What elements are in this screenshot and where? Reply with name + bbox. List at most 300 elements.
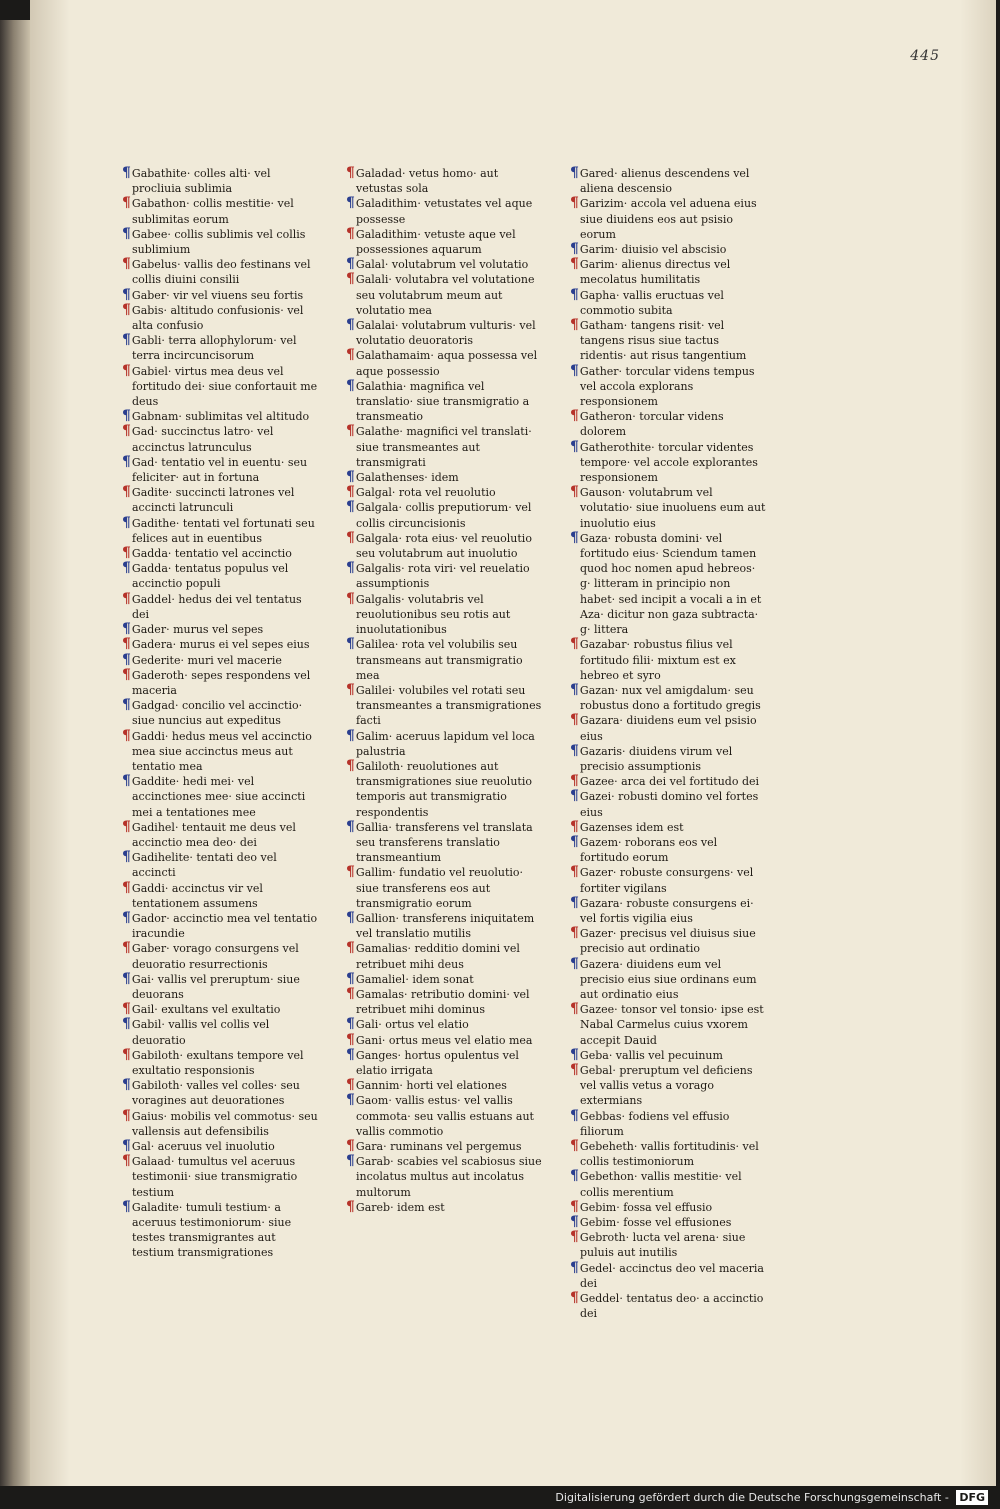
glossary-entry bbox=[120, 1078, 320, 1108]
dfg-logo: DFG bbox=[956, 1490, 988, 1505]
entry-text: Galathenses· idem bbox=[355, 471, 459, 485]
paragraph-mark-icon: ¶ bbox=[570, 438, 579, 455]
entry-text: Gapha· vallis eructuas vel commotio subita bbox=[579, 288, 724, 317]
entry-text: Gali· ortus vel elatio bbox=[355, 1018, 469, 1032]
entry-text: Gamalas· retributio domini· vel retribuet mihi dominus bbox=[355, 987, 530, 1017]
paragraph-mark-icon: ¶ bbox=[122, 453, 131, 470]
glossary-entry bbox=[568, 789, 768, 819]
paragraph-mark-icon: ¶ bbox=[570, 1061, 579, 1078]
paragraph-mark-icon: ¶ bbox=[346, 864, 355, 881]
paragraph-mark-icon: ¶ bbox=[570, 1214, 579, 1231]
glossary-entry bbox=[568, 196, 768, 242]
glossary-entry bbox=[344, 1048, 544, 1078]
glossary-entry bbox=[344, 592, 544, 638]
glossary-entry bbox=[344, 1200, 544, 1215]
entry-text: Gebethon· vallis mestitie· vel collis merentium bbox=[579, 1170, 742, 1199]
glossary-entry bbox=[568, 242, 768, 257]
glossary-entry bbox=[568, 288, 768, 318]
entry-text: Gebim· fossa vel effusio bbox=[579, 1200, 713, 1214]
paragraph-mark-icon: ¶ bbox=[346, 636, 355, 653]
paragraph-mark-icon: ¶ bbox=[122, 484, 131, 501]
glossary-entry bbox=[344, 1139, 544, 1154]
entry-text: Gared· alienus descendens vel aliena descensio bbox=[579, 167, 750, 196]
entry-text: Galadite· tumuli testium· a aceruus testimoniorum· siue testes transmigrantes aut testium transmigrationes bbox=[131, 1200, 292, 1260]
paragraph-mark-icon: ¶ bbox=[346, 529, 355, 546]
entry-text: Gebal· preruptum vel deficiens vel vallis vetus a vorago extermians bbox=[579, 1063, 753, 1108]
entry-text: Gatham· tangens risit· vel tangens risus siue tactus ridentis· aut risus tangentium bbox=[579, 319, 747, 363]
entry-text: Gaddi· accinctus vir vel tentationem assumens bbox=[131, 881, 263, 910]
entry-text: Galadad· vetus homo· aut vetustas sola bbox=[355, 167, 499, 196]
entry-text: Gadihel· tentauit me deus vel accinctio mea deo· dei bbox=[131, 820, 296, 849]
column-2 bbox=[344, 166, 544, 1321]
paragraph-mark-icon: ¶ bbox=[122, 651, 131, 668]
entry-text: Gebeheth· vallis fortitudinis· vel collis testimoniorum bbox=[579, 1140, 759, 1169]
paragraph-mark-icon: ¶ bbox=[122, 727, 131, 744]
glossary-entry bbox=[568, 1261, 768, 1291]
glossary-entry bbox=[568, 865, 768, 895]
paragraph-mark-icon: ¶ bbox=[122, 560, 131, 577]
paragraph-mark-icon: ¶ bbox=[122, 332, 131, 349]
glossary-entry bbox=[568, 926, 768, 956]
paragraph-mark-icon: ¶ bbox=[346, 1031, 355, 1048]
paragraph-mark-icon: ¶ bbox=[122, 301, 131, 318]
entry-text: Gai· vallis vel preruptum· siue deuorans bbox=[131, 972, 300, 1001]
entry-text: Gebbas· fodiens vel effusio filiorum bbox=[579, 1109, 730, 1138]
entry-text: Gaom· vallis estus· vel vallis commota· seu vallis estuans aut vallis commotio bbox=[355, 1094, 534, 1138]
glossary-entry bbox=[120, 333, 320, 363]
paragraph-mark-icon: ¶ bbox=[570, 1168, 579, 1185]
glossary-entry bbox=[568, 713, 768, 743]
entry-text: Galiloth· reuolutiones aut transmigrationes siue reuolutio temporis aut transmigratio respondentis bbox=[355, 759, 532, 819]
paragraph-mark-icon: ¶ bbox=[346, 347, 355, 364]
entry-text: Gazabar· robustus filius vel fortitudo filii· mixtum est ex hebreo et syro bbox=[579, 638, 736, 682]
paragraph-mark-icon: ¶ bbox=[346, 225, 355, 242]
paragraph-mark-icon: ¶ bbox=[346, 985, 355, 1002]
paragraph-mark-icon: ¶ bbox=[346, 1092, 355, 1109]
glossary-entry bbox=[120, 1109, 320, 1139]
entry-text: Gatheron· torcular videns dolorem bbox=[579, 410, 724, 439]
entry-text: Gaber· vorago consurgens vel deuoratio resurrectionis bbox=[131, 942, 299, 971]
paragraph-mark-icon: ¶ bbox=[570, 1001, 579, 1018]
paragraph-mark-icon: ¶ bbox=[346, 1077, 355, 1094]
glossary-entry bbox=[568, 318, 768, 364]
entry-text: Gaius· mobilis vel commotus· seu vallensis aut defensibilis bbox=[131, 1109, 318, 1138]
entry-text: Gadite· succincti latrones vel accincti latrunculi bbox=[131, 486, 295, 515]
paragraph-mark-icon: ¶ bbox=[122, 1138, 131, 1154]
paragraph-mark-icon: ¶ bbox=[346, 1153, 355, 1170]
glossary-entry bbox=[120, 820, 320, 850]
entry-text: Gamalias· redditio domini vel retribuet mihi deus bbox=[355, 942, 520, 971]
paragraph-mark-icon: ¶ bbox=[570, 241, 579, 258]
entry-text: Gabiel· virtus mea deus vel fortitudo dei· siue confortauit me deus bbox=[131, 364, 318, 409]
entry-text: Gazara· diuidens eum vel psisio eius bbox=[579, 714, 757, 743]
paragraph-mark-icon: ¶ bbox=[346, 1198, 355, 1215]
paragraph-mark-icon: ¶ bbox=[346, 757, 355, 774]
entry-text: Galadithim· vetustates vel aque possesse bbox=[355, 197, 533, 226]
glossary-entry bbox=[344, 470, 544, 485]
paragraph-mark-icon: ¶ bbox=[346, 681, 355, 698]
glossary-entry bbox=[344, 500, 544, 530]
entry-text: Ganges· hortus opulentus vel elatio irrigata bbox=[355, 1048, 519, 1077]
entry-text: Gather· torcular videns tempus vel accola explorans responsionem bbox=[579, 364, 755, 409]
paragraph-mark-icon: ¶ bbox=[570, 788, 579, 805]
glossary-entry bbox=[344, 820, 544, 866]
paragraph-mark-icon: ¶ bbox=[346, 909, 355, 926]
glossary-entry bbox=[344, 683, 544, 729]
paragraph-mark-icon: ¶ bbox=[122, 1153, 131, 1170]
glossary-entry bbox=[120, 698, 320, 728]
entry-text: Galalai· volutabrum vulturis· vel volutatio deuoratoris bbox=[355, 319, 536, 348]
paragraph-mark-icon: ¶ bbox=[346, 499, 355, 516]
paragraph-mark-icon: ¶ bbox=[122, 636, 131, 653]
entry-text: Gabathon· collis mestitie· vel sublimitas eorum bbox=[131, 197, 294, 226]
paragraph-mark-icon: ¶ bbox=[570, 833, 579, 850]
glossary-entry bbox=[344, 911, 544, 941]
paragraph-mark-icon: ¶ bbox=[346, 469, 355, 486]
paragraph-mark-icon: ¶ bbox=[346, 818, 355, 835]
entry-text: Gad· succinctus latro· vel accinctus latrunculus bbox=[131, 425, 274, 454]
paragraph-mark-icon: ¶ bbox=[122, 362, 131, 379]
paragraph-mark-icon: ¶ bbox=[122, 879, 131, 896]
paragraph-mark-icon: ¶ bbox=[570, 742, 579, 759]
glossary-entry bbox=[344, 485, 544, 500]
paragraph-mark-icon: ¶ bbox=[346, 377, 355, 394]
glossary-entry bbox=[120, 561, 320, 591]
paragraph-mark-icon: ¶ bbox=[122, 621, 131, 638]
glossary-entry bbox=[344, 1017, 544, 1032]
glossary-entry bbox=[568, 835, 768, 865]
glossary-entry bbox=[120, 196, 320, 226]
glossary-entry bbox=[120, 409, 320, 424]
glossary-entry bbox=[120, 1002, 320, 1017]
entry-text: Galgala· collis preputiorum· vel collis circuncisionis bbox=[355, 501, 532, 530]
entry-text: Gazenses idem est bbox=[579, 820, 684, 834]
entry-text: Galali· volutabra vel volutatione seu volutabrum meum aut volutatio mea bbox=[355, 273, 535, 317]
paragraph-mark-icon: ¶ bbox=[570, 712, 579, 729]
glossary-entry bbox=[120, 303, 320, 333]
glossary-entry bbox=[344, 759, 544, 820]
entry-text: Gallia· transferens vel translata seu transferens translatio transmeantium bbox=[355, 820, 533, 865]
entry-text: Gara· ruminans vel pergemus bbox=[355, 1140, 522, 1153]
glossary-entry bbox=[120, 166, 320, 196]
glossary-entry bbox=[568, 1291, 768, 1321]
glossary-entry bbox=[120, 257, 320, 287]
paragraph-mark-icon: ¶ bbox=[346, 1138, 355, 1154]
glossary-entry bbox=[120, 972, 320, 1002]
entry-text: Gallim· fundatio vel reuolutio· siue transferens eos aut transmigratio eorum bbox=[355, 866, 524, 910]
glossary-entry bbox=[120, 288, 320, 303]
paragraph-mark-icon: ¶ bbox=[122, 1077, 131, 1094]
glossary-entry bbox=[120, 622, 320, 637]
glossary-entry bbox=[120, 592, 320, 622]
glossary-entry bbox=[568, 257, 768, 287]
text-columns bbox=[120, 166, 768, 1321]
glossary-entry bbox=[568, 1139, 768, 1169]
glossary-entry bbox=[120, 668, 320, 698]
glossary-entry bbox=[568, 744, 768, 774]
paragraph-mark-icon: ¶ bbox=[122, 970, 131, 987]
paragraph-mark-icon: ¶ bbox=[570, 955, 579, 972]
paragraph-mark-icon: ¶ bbox=[122, 909, 131, 926]
manuscript-page bbox=[30, 0, 996, 1486]
paragraph-mark-icon: ¶ bbox=[122, 195, 131, 212]
entry-text: Galgala· rota eius· vel reuolutio seu volutabrum aut inuolutio bbox=[355, 531, 532, 561]
paragraph-mark-icon: ¶ bbox=[122, 1001, 131, 1018]
paragraph-mark-icon: ¶ bbox=[570, 1259, 579, 1276]
glossary-entry bbox=[568, 1169, 768, 1199]
paragraph-mark-icon: ¶ bbox=[122, 940, 131, 957]
entry-text: Gail· exultans vel exultatio bbox=[131, 1003, 281, 1017]
paragraph-mark-icon: ¶ bbox=[346, 423, 355, 440]
entry-text: Gebim· fosse vel effusiones bbox=[579, 1216, 732, 1230]
paragraph-mark-icon: ¶ bbox=[346, 560, 355, 577]
glossary-entry bbox=[120, 546, 320, 561]
glossary-entry bbox=[344, 729, 544, 759]
entry-text: Garim· diuisio vel abscisio bbox=[579, 243, 727, 257]
paragraph-mark-icon: ¶ bbox=[570, 636, 579, 653]
glossary-entry bbox=[120, 881, 320, 911]
glossary-entry bbox=[568, 637, 768, 683]
paragraph-mark-icon: ¶ bbox=[346, 256, 355, 273]
glossary-entry bbox=[120, 227, 320, 257]
glossary-entry bbox=[344, 257, 544, 272]
glossary-entry bbox=[120, 1154, 320, 1200]
entry-text: Gadera· murus ei vel sepes eius bbox=[131, 638, 310, 652]
glossary-entry bbox=[344, 531, 544, 561]
entry-text: Gabli· terra allophylorum· vel terra incircuncisorum bbox=[131, 334, 297, 363]
entry-text: Gazaris· diuidens virum vel precisio assumptionis bbox=[579, 744, 733, 773]
attribution-footer bbox=[0, 1486, 1000, 1509]
glossary-entry bbox=[344, 379, 544, 425]
paragraph-mark-icon: ¶ bbox=[570, 256, 579, 273]
entry-text: Gaber· vir vel viuens seu fortis bbox=[131, 288, 304, 302]
glossary-entry bbox=[120, 729, 320, 775]
glossary-entry bbox=[568, 683, 768, 713]
paragraph-mark-icon: ¶ bbox=[122, 1107, 131, 1124]
glossary-entry bbox=[568, 820, 768, 835]
entry-text: Gebroth· lucta vel arena· siue puluis aut inutilis bbox=[579, 1231, 746, 1260]
entry-text: Gazee· arca dei vel fortitudo dei bbox=[579, 775, 760, 789]
entry-text: Gabathite· colles alti· vel procliuia sublimia bbox=[131, 167, 271, 196]
entry-text: Gatherothite· torcular videntes tempore· vel accole explorantes responsionem bbox=[579, 440, 758, 485]
paragraph-mark-icon: ¶ bbox=[122, 697, 131, 714]
paragraph-mark-icon: ¶ bbox=[122, 773, 131, 790]
entry-text: Geddel· tentatus deo· a accinctio dei bbox=[579, 1292, 764, 1321]
entry-text: Gamaliel· idem sonat bbox=[355, 972, 474, 986]
entry-text: Gazera· diuidens eum vel precisio eius siue ordinans eum aut ordinatio eius bbox=[579, 957, 757, 1001]
glossary-entry bbox=[568, 440, 768, 486]
glossary-entry bbox=[120, 637, 320, 652]
paragraph-mark-icon: ¶ bbox=[122, 256, 131, 273]
glossary-entry bbox=[120, 364, 320, 410]
glossary-entry bbox=[120, 1048, 320, 1078]
paragraph-mark-icon: ¶ bbox=[122, 286, 131, 303]
entry-text: Galadithim· vetuste aque vel possessiones aquarum bbox=[355, 227, 516, 257]
paragraph-mark-icon: ¶ bbox=[122, 545, 131, 562]
paragraph-mark-icon: ¶ bbox=[570, 1198, 579, 1215]
paragraph-mark-icon: ¶ bbox=[570, 484, 579, 501]
glossary-entry bbox=[344, 196, 544, 226]
entry-text: Galathe· magnifici vel translati· siue transmeantes aut transmigrati bbox=[355, 425, 532, 469]
entry-text: Gazem· roborans eos vel fortitudo eorum bbox=[579, 835, 718, 865]
paragraph-mark-icon: ¶ bbox=[346, 970, 355, 987]
glossary-entry bbox=[344, 272, 544, 318]
glossary-entry bbox=[120, 653, 320, 668]
entry-text: Gad· tentatio vel in euentu· seu feliciter· aut in fortuna bbox=[131, 455, 308, 485]
glossary-entry bbox=[344, 1093, 544, 1139]
paragraph-mark-icon: ¶ bbox=[570, 864, 579, 881]
paragraph-mark-icon: ¶ bbox=[122, 514, 131, 531]
paragraph-mark-icon: ¶ bbox=[122, 165, 131, 181]
paragraph-mark-icon: ¶ bbox=[122, 849, 131, 866]
paragraph-mark-icon: ¶ bbox=[346, 195, 355, 212]
glossary-entry bbox=[568, 1048, 768, 1063]
entry-text: Gadihelite· tentati deo vel accincti bbox=[131, 851, 277, 880]
glossary-entry bbox=[120, 424, 320, 454]
glossary-entry bbox=[344, 987, 544, 1017]
entry-text: Gadgad· concilio vel accinctio· siue nuncius aut expeditus bbox=[131, 699, 303, 728]
glossary-entry bbox=[120, 516, 320, 546]
paragraph-mark-icon: ¶ bbox=[570, 925, 579, 942]
glossary-entry bbox=[120, 911, 320, 941]
glossary-entry bbox=[568, 1215, 768, 1230]
glossary-entry bbox=[120, 850, 320, 880]
glossary-entry bbox=[568, 1109, 768, 1139]
paragraph-mark-icon: ¶ bbox=[570, 681, 579, 698]
glossary-entry bbox=[568, 166, 768, 196]
entry-text: Gaddite· hedi mei· vel accinctiones mee· siue accincti mei a tentationes mee bbox=[131, 775, 306, 819]
glossary-entry bbox=[120, 1200, 320, 1261]
entry-text: Gabiloth· exultans tempore vel exultatio responsionis bbox=[131, 1048, 304, 1077]
entry-text: Gabelus· vallis deo festinans vel collis diuini consilii bbox=[131, 258, 311, 287]
paragraph-mark-icon: ¶ bbox=[346, 484, 355, 501]
entry-text: Gaddel· hedus dei vel tentatus dei bbox=[131, 592, 302, 621]
paragraph-mark-icon: ¶ bbox=[570, 1290, 579, 1307]
paragraph-mark-icon: ¶ bbox=[570, 165, 579, 181]
paragraph-mark-icon: ¶ bbox=[122, 590, 131, 607]
paragraph-mark-icon: ¶ bbox=[346, 1016, 355, 1033]
entry-text: Gauson· volutabrum vel volutatio· siue inuoluens eum aut inuolutio eius bbox=[579, 486, 766, 530]
column-3 bbox=[568, 166, 768, 1321]
glossary-entry bbox=[568, 1063, 768, 1109]
entry-text: Gabee· collis sublimis vel collis sublimium bbox=[131, 227, 306, 257]
entry-text: Gederite· muri vel macerie bbox=[131, 653, 282, 667]
glossary-entry bbox=[344, 424, 544, 470]
paragraph-mark-icon: ¶ bbox=[122, 225, 131, 242]
glossary-entry bbox=[120, 1139, 320, 1154]
entry-text: Galal· volutabrum vel volutatio bbox=[355, 258, 529, 272]
glossary-entry bbox=[568, 485, 768, 531]
entry-text: Gazei· robusti domino vel fortes eius bbox=[579, 790, 759, 819]
glossary-entry bbox=[568, 1002, 768, 1048]
entry-text: Gallion· transferens iniquitatem vel translatio mutilis bbox=[355, 911, 535, 941]
entry-text: Galathia· magnifica vel translatio· siue transmigratio a transmeatio bbox=[355, 379, 530, 424]
entry-text: Gabil· vallis vel collis vel deuoratio bbox=[131, 1018, 270, 1047]
glossary-entry bbox=[120, 455, 320, 485]
glossary-entry bbox=[568, 364, 768, 410]
glossary-entry bbox=[344, 318, 544, 348]
glossary-entry bbox=[344, 561, 544, 591]
paragraph-mark-icon: ¶ bbox=[570, 1046, 579, 1063]
paragraph-mark-icon: ¶ bbox=[122, 423, 131, 440]
paragraph-mark-icon: ¶ bbox=[570, 773, 579, 790]
folio-number: 445 bbox=[910, 48, 940, 64]
entry-text: Garab· scabies vel scabiosus siue incolatus multus aut incolatus multorum bbox=[355, 1155, 542, 1199]
paragraph-mark-icon: ¶ bbox=[570, 362, 579, 379]
glossary-entry bbox=[344, 348, 544, 378]
glossary-entry bbox=[568, 774, 768, 789]
entry-text: Gaderoth· sepes respondens vel maceria bbox=[131, 668, 311, 697]
glossary-entry bbox=[568, 409, 768, 439]
glossary-entry bbox=[344, 972, 544, 987]
entry-text: Galim· aceruus lapidum vel loca palustria bbox=[355, 729, 535, 758]
glossary-entry bbox=[568, 1230, 768, 1260]
paragraph-mark-icon: ¶ bbox=[346, 727, 355, 744]
entry-text: Gabiloth· valles vel colles· seu voragines aut deuorationes bbox=[131, 1079, 300, 1108]
glossary-entry bbox=[568, 1200, 768, 1215]
glossary-entry bbox=[344, 1078, 544, 1093]
entry-text: Galaad· tumultus vel aceruus testimonii· siue transmigratio testium bbox=[131, 1155, 298, 1199]
glossary-entry bbox=[344, 865, 544, 911]
glossary-entry bbox=[120, 485, 320, 515]
paragraph-mark-icon: ¶ bbox=[346, 590, 355, 607]
paragraph-mark-icon: ¶ bbox=[570, 1107, 579, 1124]
glossary-entry bbox=[344, 227, 544, 257]
entry-text: Gador· accinctio mea vel tentatio iracundie bbox=[131, 911, 318, 941]
paragraph-mark-icon: ¶ bbox=[570, 317, 579, 334]
entry-text: Gabnam· sublimitas vel altitudo bbox=[131, 410, 310, 424]
entry-text: Galgalis· volutabris vel reuolutionibus seu rotis aut inuolutationibus bbox=[355, 592, 511, 637]
glossary-entry bbox=[344, 166, 544, 196]
entry-text: Gazer· precisus vel diuisus siue precisio aut ordinatio bbox=[579, 927, 756, 956]
paragraph-mark-icon: ¶ bbox=[346, 940, 355, 957]
footer-text: Digitalisierung gefördert durch die Deutsche Forschungsgemeinschaft - bbox=[555, 1491, 949, 1504]
glossary-entry bbox=[120, 774, 320, 820]
paragraph-mark-icon: ¶ bbox=[570, 1138, 579, 1154]
entry-text: Gadda· tentatio vel accinctio bbox=[131, 547, 292, 561]
paragraph-mark-icon: ¶ bbox=[122, 1016, 131, 1033]
entry-text: Galilei· volubiles vel rotati seu transmeantes a transmigrationes facti bbox=[355, 683, 542, 728]
paragraph-mark-icon: ¶ bbox=[122, 1046, 131, 1063]
paragraph-mark-icon: ¶ bbox=[346, 317, 355, 334]
glossary-entry bbox=[120, 1017, 320, 1047]
entry-text: Gareb· idem est bbox=[355, 1200, 445, 1214]
entry-text: Galgal· rota vel reuolutio bbox=[355, 486, 496, 500]
entry-text: Galgalis· rota viri· vel reuelatio assumptionis bbox=[355, 562, 530, 591]
glossary-entry bbox=[120, 941, 320, 971]
entry-text: Gazee· tonsor vel tonsio· ipse est Nabal Carmelus cuius vxorem accepit Dauid bbox=[579, 1003, 764, 1047]
entry-text: Gal· aceruus vel inuolutio bbox=[131, 1140, 275, 1153]
glossary-entry bbox=[344, 1154, 544, 1200]
paragraph-mark-icon: ¶ bbox=[570, 529, 579, 546]
entry-text: Garizim· accola vel aduena eius siue diuidens eos aut psisio eorum bbox=[579, 197, 757, 241]
entry-text: Galathamaim· aqua possessa vel aque possessio bbox=[355, 349, 538, 378]
book-binding-edge bbox=[0, 20, 34, 1486]
entry-text: Gaza· robusta domini· vel fortitudo eius· Sciendum tamen quod hoc nomen apud hebreos· g· litteram in principio non habet· sed incipit a vocali a in et Aza· dicitur non gaza subtracta· g· littera bbox=[579, 531, 762, 637]
entry-text: Gannim· horti vel elationes bbox=[355, 1079, 507, 1093]
paragraph-mark-icon: ¶ bbox=[570, 195, 579, 212]
paragraph-mark-icon: ¶ bbox=[346, 271, 355, 288]
paragraph-mark-icon: ¶ bbox=[570, 286, 579, 303]
entry-text: Gader· murus vel sepes bbox=[131, 623, 264, 637]
entry-text: Garim· alienus directus vel mecolatus humilitatis bbox=[579, 258, 731, 287]
entry-text: Gadda· tentatus populus vel accinctio populi bbox=[131, 562, 289, 591]
entry-text: Galilea· rota vel volubilis seu transmeans aut transmigratio mea bbox=[355, 638, 523, 682]
entry-text: Gani· ortus meus vel elatio mea bbox=[355, 1033, 533, 1047]
paragraph-mark-icon: ¶ bbox=[570, 818, 579, 835]
entry-text: Geba· vallis vel pecuinum bbox=[579, 1048, 723, 1062]
entry-text: Gabis· altitudo confusionis· vel alta confusio bbox=[131, 303, 304, 333]
